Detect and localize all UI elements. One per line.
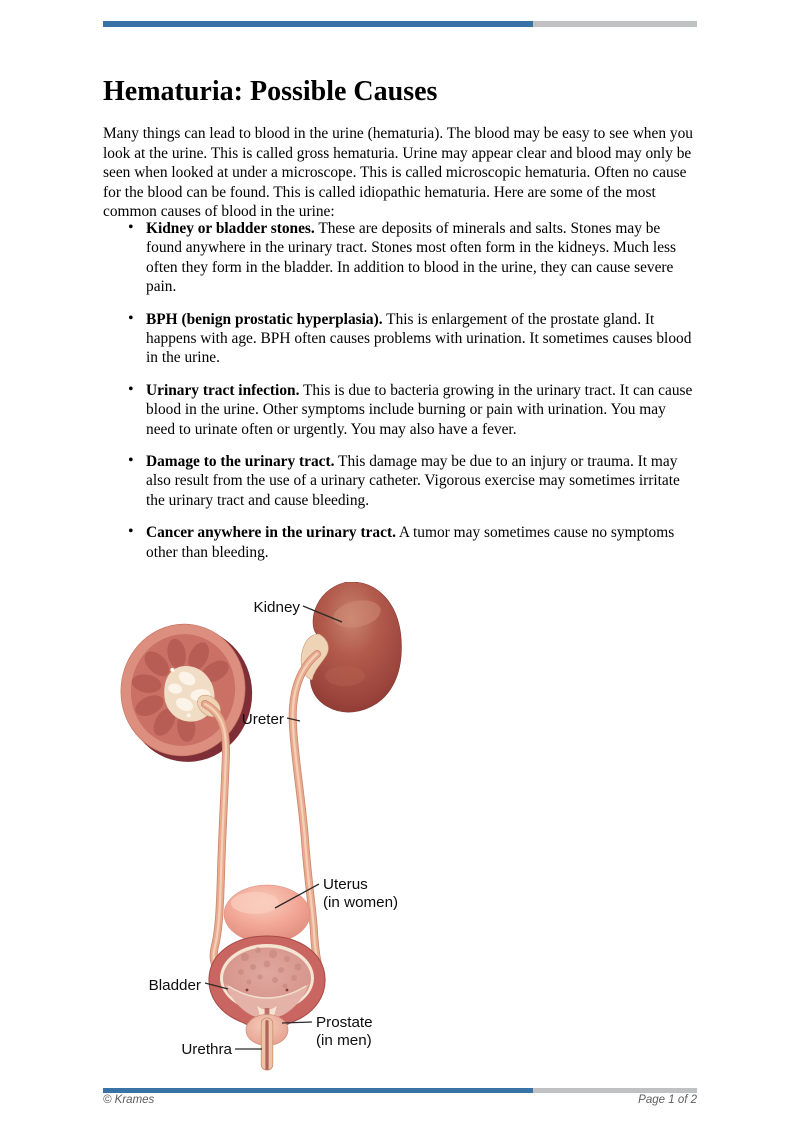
footer-page-number: Page 1 of 2 — [638, 1094, 697, 1106]
list-item — [103, 452, 697, 510]
top-accent-bar-gray — [533, 21, 697, 27]
bullet-lead: Cancer anywhere in the urinary tract. — [146, 524, 396, 542]
bullet-body: This is due to bacteria growing in the urinary tract. It can cause blood in the urine. Other symptoms include burning or pain with urination. You may need to urinate often or urgently. You may also have a fever. — [146, 381, 693, 438]
label-ureter: Ureter — [241, 711, 284, 728]
urinary-system-illustration — [95, 582, 460, 1082]
urethra-shape — [261, 1018, 273, 1070]
list-item — [103, 310, 697, 368]
causes-list — [103, 219, 697, 575]
bullet-body: This is enlargement of the prostate gland. It happens with age. BPH often causes problems with urination. It sometimes causes blood in the urine. — [146, 310, 692, 367]
footer-accent-bar-blue — [103, 1088, 533, 1093]
label-urethra: Urethra — [181, 1041, 232, 1058]
list-item — [103, 523, 697, 562]
footer-accent-bar-gray — [533, 1088, 697, 1093]
label-prostate: Prostate — [316, 1014, 373, 1031]
uterus-shape — [224, 885, 310, 943]
footer-copyright: © Krames — [103, 1094, 155, 1106]
label-uterus-note: (in women) — [323, 894, 399, 911]
right-kidney-illustration — [301, 582, 401, 712]
bullet-lead: Damage to the urinary tract. — [146, 453, 335, 471]
page-footer — [103, 1094, 697, 1106]
figure-urinary-system — [95, 582, 460, 1082]
left-kidney-illustration — [110, 614, 262, 772]
top-accent-bar-blue — [103, 21, 533, 27]
bullet-lead: Urinary tract infection. — [146, 381, 300, 399]
bullet-lead: BPH (benign prostatic hyperplasia). — [146, 310, 383, 328]
bullet-body: A tumor may sometimes cause no symptoms other than bleeding. — [146, 524, 675, 561]
label-uterus: Uterus — [323, 876, 368, 893]
intro-paragraph: Many things can lead to blood in the urine (hematuria). The blood may be easy to see when you look at the urine. This is called gross hematuria. Urine may appear clear and blood may only be seen when looked at under a microscope. This is called microscopic hematuria. Often no cause for the blood can be found. This is called idiopathic hematuria. Here are some of the most common causes of blood in the urine: — [103, 125, 693, 221]
footer-accent-bar — [103, 1088, 697, 1093]
list-item — [103, 219, 697, 297]
top-accent-bar — [103, 21, 697, 27]
list-item — [103, 381, 697, 439]
label-prostate-note: (in men) — [316, 1032, 372, 1049]
bullet-lead: Kidney or bladder stones. — [146, 220, 315, 237]
label-bladder: Bladder — [148, 977, 201, 994]
page-title: Hematuria: Possible Causes — [103, 75, 438, 107]
bullet-body: This damage may be due to an injury or trauma. It may also result from the use of a urinary catheter. Vigorous exercise may sometimes irritate the urinary tract and cause bleeding. — [146, 453, 680, 509]
label-kidney: Kidney — [253, 599, 300, 616]
bullet-body: These are deposits of minerals and salts. Stones may be found anywhere in the urinary tract. Stones most often form in the kidneys. Much less often they form in the bladder. In addition to blood in the urine, they can cause severe pain. — [146, 220, 677, 296]
